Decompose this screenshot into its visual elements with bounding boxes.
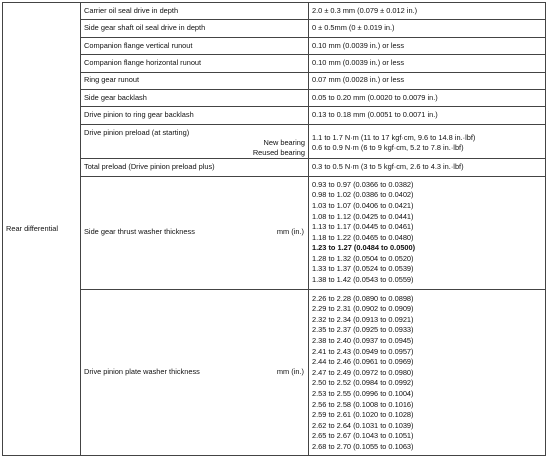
thickness-value: 2.29 to 2.31 (0.0902 to 0.0909): [312, 304, 414, 314]
item-cell: Ring gear runout: [81, 72, 309, 89]
thickness-value: 1.28 to 1.32 (0.0504 to 0.0520): [312, 253, 414, 263]
thickness-value: 2.41 to 2.43 (0.0949 to 0.0957): [312, 346, 414, 356]
thickness-value: 2.65 to 2.67 (0.1043 to 0.1051): [312, 431, 414, 441]
thrust-values-cell: [309, 176, 546, 289]
item-cell: Side gear shaft oil seal drive in depth: [81, 20, 309, 37]
thickness-value: 1.08 to 1.12 (0.0425 to 0.0441): [312, 211, 414, 221]
item-cell: Companion flange horizontal runout: [81, 55, 309, 72]
item-cell: Drive pinion to ring gear backlash: [81, 107, 309, 124]
value-cell: 0 ± 0.5mm (0 ± 0.019 in.): [309, 20, 546, 37]
table-row-plate-washer: [3, 289, 546, 455]
table-row: [3, 3, 546, 20]
table-row: [3, 159, 546, 176]
item-cell: Side gear backlash: [81, 89, 309, 106]
category-cell: Rear differential: [3, 3, 81, 456]
thrust-item-cell: [81, 176, 309, 289]
thickness-value: 1.23 to 1.27 (0.0484 to 0.0500): [312, 243, 416, 253]
preload-sub-new: New bearing: [263, 138, 305, 148]
table-row: [3, 89, 546, 106]
thickness-value: 2.68 to 2.70 (0.1055 to 0.1063): [312, 441, 414, 451]
thickness-value: 2.26 to 2.28 (0.0890 to 0.0898): [312, 293, 414, 303]
thrust-item-label: Side gear thrust washer thickness: [84, 227, 195, 237]
thickness-value: 2.53 to 2.55 (0.0996 to 0.1004): [312, 389, 414, 398]
thickness-value: 2.32 to 2.34 (0.0913 to 0.0921): [312, 314, 414, 324]
table-row-preload: [3, 124, 546, 159]
value-cell: 0.13 to 0.18 mm (0.0051 to 0.0071 in.): [309, 107, 546, 124]
plate-unit: mm (in.): [276, 366, 304, 376]
item-cell: Total preload (Drive pinion preload plus): [81, 159, 309, 176]
thickness-value: 2.44 to 2.46 (0.0961 to 0.0969): [312, 357, 414, 367]
spec-table: [2, 2, 546, 456]
thickness-value: 1.33 to 1.37 (0.0524 to 0.0539): [312, 264, 414, 274]
value-cell: 0.10 mm (0.0039 in.) or less: [309, 37, 546, 54]
value-cell: 0.07 mm (0.0028 in.) or less: [309, 72, 546, 89]
thickness-value: 1.18 to 1.22 (0.0465 to 0.0480): [312, 232, 414, 242]
table-row: [3, 107, 546, 124]
thickness-value: 0.98 to 1.02 (0.0386 to 0.0402): [312, 190, 414, 200]
preload-item-cell: [81, 124, 309, 159]
plate-values-cell: [309, 289, 546, 455]
item-cell: Carrier oil seal drive in depth: [81, 3, 309, 20]
thickness-value: 2.59 to 2.61 (0.1020 to 0.1028): [312, 410, 414, 420]
value-cell: 0.10 mm (0.0039 in.) or less: [309, 55, 546, 72]
thickness-value: 2.56 to 2.58 (0.1008 to 0.1016): [312, 399, 414, 409]
table-row: [3, 72, 546, 89]
plate-item-label: Drive pinion plate washer thickness: [84, 366, 200, 376]
preload-value-cell: [309, 124, 546, 159]
thickness-value: 0.93 to 0.97 (0.0366 to 0.0382): [312, 179, 414, 189]
table-row: [3, 37, 546, 54]
preload-sub-reused: Reused bearing: [252, 148, 305, 158]
plate-item-cell: [81, 289, 309, 455]
thickness-value: 1.13 to 1.17 (0.0445 to 0.0461): [312, 222, 414, 232]
thrust-unit: mm (in.): [276, 227, 304, 237]
table-row: [3, 55, 546, 72]
preload-value-new: 1.1 to 1.7 N·m (11 to 17 kgf·cm, 9.6 to 14.8 in.·lbf): [312, 132, 476, 142]
preload-item: Drive pinion preload (at starting): [84, 127, 190, 137]
thickness-value: 2.38 to 2.40 (0.0937 to 0.0945): [312, 336, 414, 346]
thickness-value: 1.38 to 1.42 (0.0543 to 0.0559): [312, 275, 414, 285]
table-row: [3, 20, 546, 37]
value-cell: 0.3 to 0.5 N·m (3 to 5 kgf·cm, 2.6 to 4.3 in.·lbf): [309, 159, 546, 176]
thickness-value: 2.62 to 2.64 (0.1031 to 0.1039): [312, 420, 414, 430]
preload-value-reused: 0.6 to 0.9 N·m (6 to 9 kgf·cm, 5.2 to 7.8 in.·lbf): [312, 142, 464, 152]
thickness-value: 1.03 to 1.07 (0.0406 to 0.0421): [312, 200, 414, 210]
thickness-value: 2.50 to 2.52 (0.0984 to 0.0992): [312, 378, 414, 388]
value-cell: 2.0 ± 0.3 mm (0.079 ± 0.012 in.): [309, 3, 546, 20]
thickness-value: 2.35 to 2.37 (0.0925 to 0.0933): [312, 325, 414, 335]
item-cell: Companion flange vertical runout: [81, 37, 309, 54]
value-cell: 0.05 to 0.20 mm (0.0020 to 0.0079 in.): [309, 89, 546, 106]
thickness-value: 2.47 to 2.49 (0.0972 to 0.0980): [312, 367, 414, 377]
table-row-thrust-washer: [3, 176, 546, 289]
